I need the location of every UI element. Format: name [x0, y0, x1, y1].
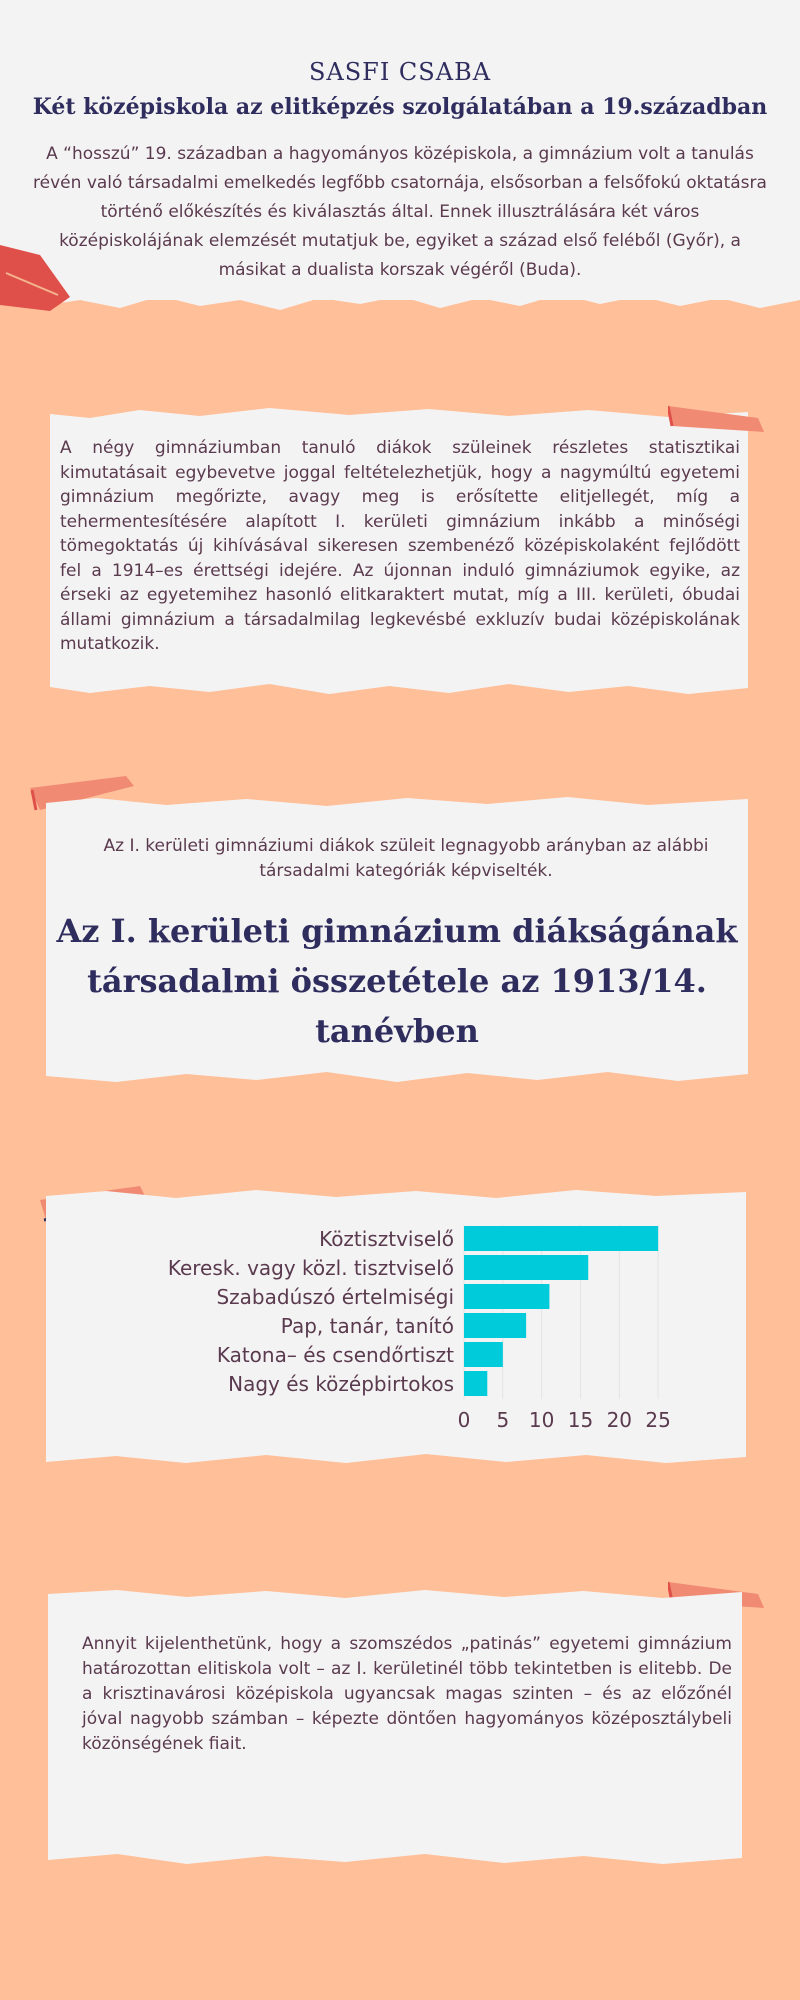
x-tick-label-4: 20: [606, 1408, 633, 1432]
category-label-0: Köztisztviselő: [319, 1227, 454, 1251]
bar-chart: [46, 1200, 746, 1452]
x-tick-label-3: 15: [567, 1408, 594, 1432]
x-tick-label-2: 10: [528, 1408, 555, 1432]
header-torn-edge: [0, 282, 800, 322]
text-card-1: [50, 420, 748, 682]
chart-title: Az I. kerületi gimnázium diákságának társadalmi összetétele az 1913/14. tanévben: [56, 912, 738, 1050]
card1-brush-decoration: [668, 404, 764, 434]
chart-intro-note: Az I. kerületi gimnáziumi diákok szüleit legnagyobb arányban az alábbi társadalmi kategóriák képviselték.: [103, 836, 709, 881]
header-section: [0, 0, 800, 300]
category-label-3: Pap, tanár, tanító: [280, 1314, 454, 1338]
author-name: SASFI CSABA: [308, 58, 492, 86]
category-label-5: Nagy és középbirtokos: [228, 1372, 454, 1396]
conclusion-card: [48, 1600, 742, 1852]
bar-3: [464, 1313, 526, 1338]
x-tick-label-1: 5: [496, 1408, 510, 1432]
left-brush-decoration: [0, 245, 70, 315]
page-title: Két középiskola az elitképzés szolgálatában a 19.században: [32, 94, 768, 120]
bar-5: [464, 1371, 487, 1396]
category-label-4: Katona– és csendőrtiszt: [216, 1343, 454, 1367]
category-label-2: Szabadúszó értelmiségi: [216, 1285, 454, 1309]
bar-4: [464, 1342, 503, 1367]
x-tick-label-0: 0: [457, 1408, 471, 1432]
bar-0: [464, 1226, 658, 1251]
chart-card: [46, 1200, 746, 1452]
intro-paragraph: A “hosszú” 19. században a hagyományos középiskola, a gimnázium volt a tanulás révén való társadalmi emelkedés legfőbb csatornája, elsősorban a felsőfokú oktatásra történő előkészítés és kiválasztás által. Ennek illusztrálására két város középiskolájának elemzését mutatjuk be, egyiket a század első feléből (Győr), a másikat a dualista korszak végéről (Buda).: [33, 144, 767, 280]
section1-paragraph: A négy gimnáziumban tanuló diákok szüleinek részletes statisztikai kimutatásait egybevetve joggal feltételezhetjük, hogy a nagymúltú egyetemi gimnázium megőrizte, avagy meg is erősítette elitjellegét, míg a tehermentesítésére alapított I. kerületi gimnázium inkább a minőségi tömegoktatás új kihívásával sikeresen szembenéző középiskolaként fejlődött fel a 1914–es érettségi idejére. Az újonnan induló gimnáziumok egyike, az érseki az egyetemihez hasonló elitkaraktert mutat, míg a III. kerületi, óbudai állami gimnázium a társadalmilag legkevésbé exkluzív budai középiskolának mutatkozik.: [60, 438, 740, 654]
bar-1: [464, 1255, 588, 1280]
bar-2: [464, 1284, 549, 1309]
x-tick-label-5: 25: [645, 1408, 671, 1432]
category-label-1: Keresk. vagy közl. tisztviselő: [167, 1256, 454, 1280]
conclusion-paragraph: Annyit kijelenthetünk, hogy a szomszédos „patinás” egyetemi gimnázium határozottan elitiskola volt – az I. kerületinél több tekintetben is elitebb. De a krisztinavárosi középiskola ugyancsak magas szinten – és az előzőnél jóval nagyobb számban – képezte döntően hagyományos középosztálybeli közönségének fiait.: [82, 1634, 732, 1754]
chart-intro-card: [46, 808, 748, 1070]
